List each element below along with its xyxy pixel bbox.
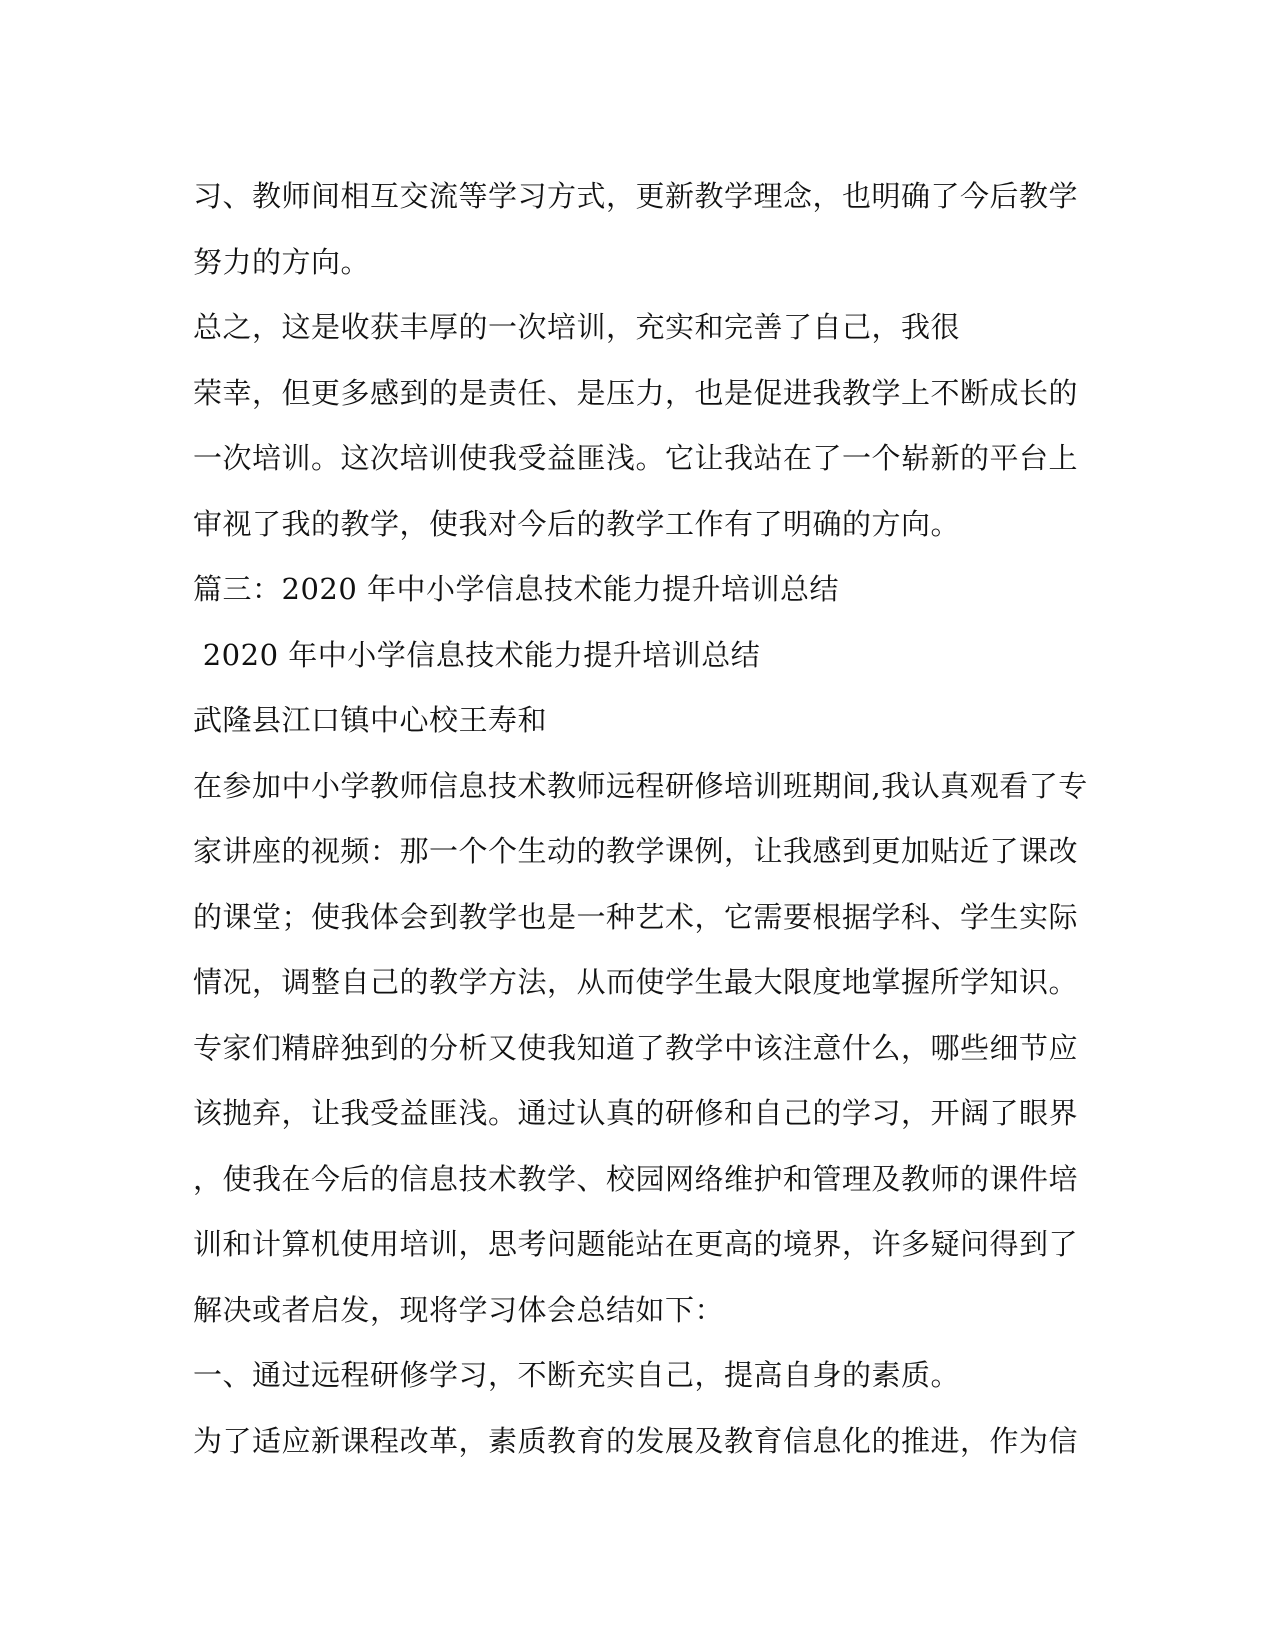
text-line: 审视了我的教学，使我对今后的教学工作有了明确的方向。 [193, 506, 961, 541]
text-line: 解决或者启发，现将学习体会总结如下： [193, 1292, 725, 1327]
text-line: 总之，这是收获丰厚的一次培训，充实和完善了自己，我很 [193, 310, 961, 344]
text-line: 情况，调整自己的教学方法，从而使学生最大限度地掌握所学知识。 [193, 965, 1079, 999]
text-line: 家讲座的视频：那一个个生动的教学课例，让我感到更加贴近了课改 [193, 834, 1079, 868]
text-line: ，使我在今后的信息技术教学、校园网络维护和管理及教师的课件培 [193, 1161, 1079, 1196]
text-line: 习、教师间相互交流等学习方式，更新教学理念，也明确了今后教学 [193, 179, 1079, 213]
subsection-heading: 一、通过远程研修学习，不断充实自己，提高自身的素质。 [193, 1358, 961, 1392]
text-line: 在参加中小学教师信息技术教师远程研修培训班期间,我认真观看了专 [193, 768, 1088, 803]
author-line: 武隆县江口镇中心校王寿和 [193, 703, 548, 737]
text-line: 训和计算机使用培训，思考问题能站在更高的境界，许多疑问得到了 [193, 1227, 1079, 1261]
text-line: 的课堂；使我体会到教学也是一种艺术，它需要根据学科、学生实际 [193, 899, 1079, 934]
document-title: 2020 年中小学信息技术能力提升培训总结 [193, 637, 761, 672]
document-body [193, 164, 1093, 1474]
text-line: 荣幸，但更多感到的是责任、是压力，也是促进我教学上不断成长的 [193, 375, 1079, 410]
text-line: 为了适应新课程改革，素质教育的发展及教育信息化的推进，作为信 [193, 1423, 1079, 1458]
text-line: 努力的方向。 [193, 244, 371, 279]
text-line: 一次培训。这次培训使我受益匪浅。它让我站在了一个崭新的平台上 [193, 441, 1079, 475]
section-heading: 篇三：2020 年中小学信息技术能力提升培训总结 [193, 572, 840, 606]
text-line: 该抛弃，让我受益匪浅。通过认真的研修和自己的学习，开阔了眼界 [193, 1096, 1079, 1130]
text-line: 专家们精辟独到的分析又使我知道了教学中该注意什么，哪些细节应 [193, 1030, 1079, 1065]
